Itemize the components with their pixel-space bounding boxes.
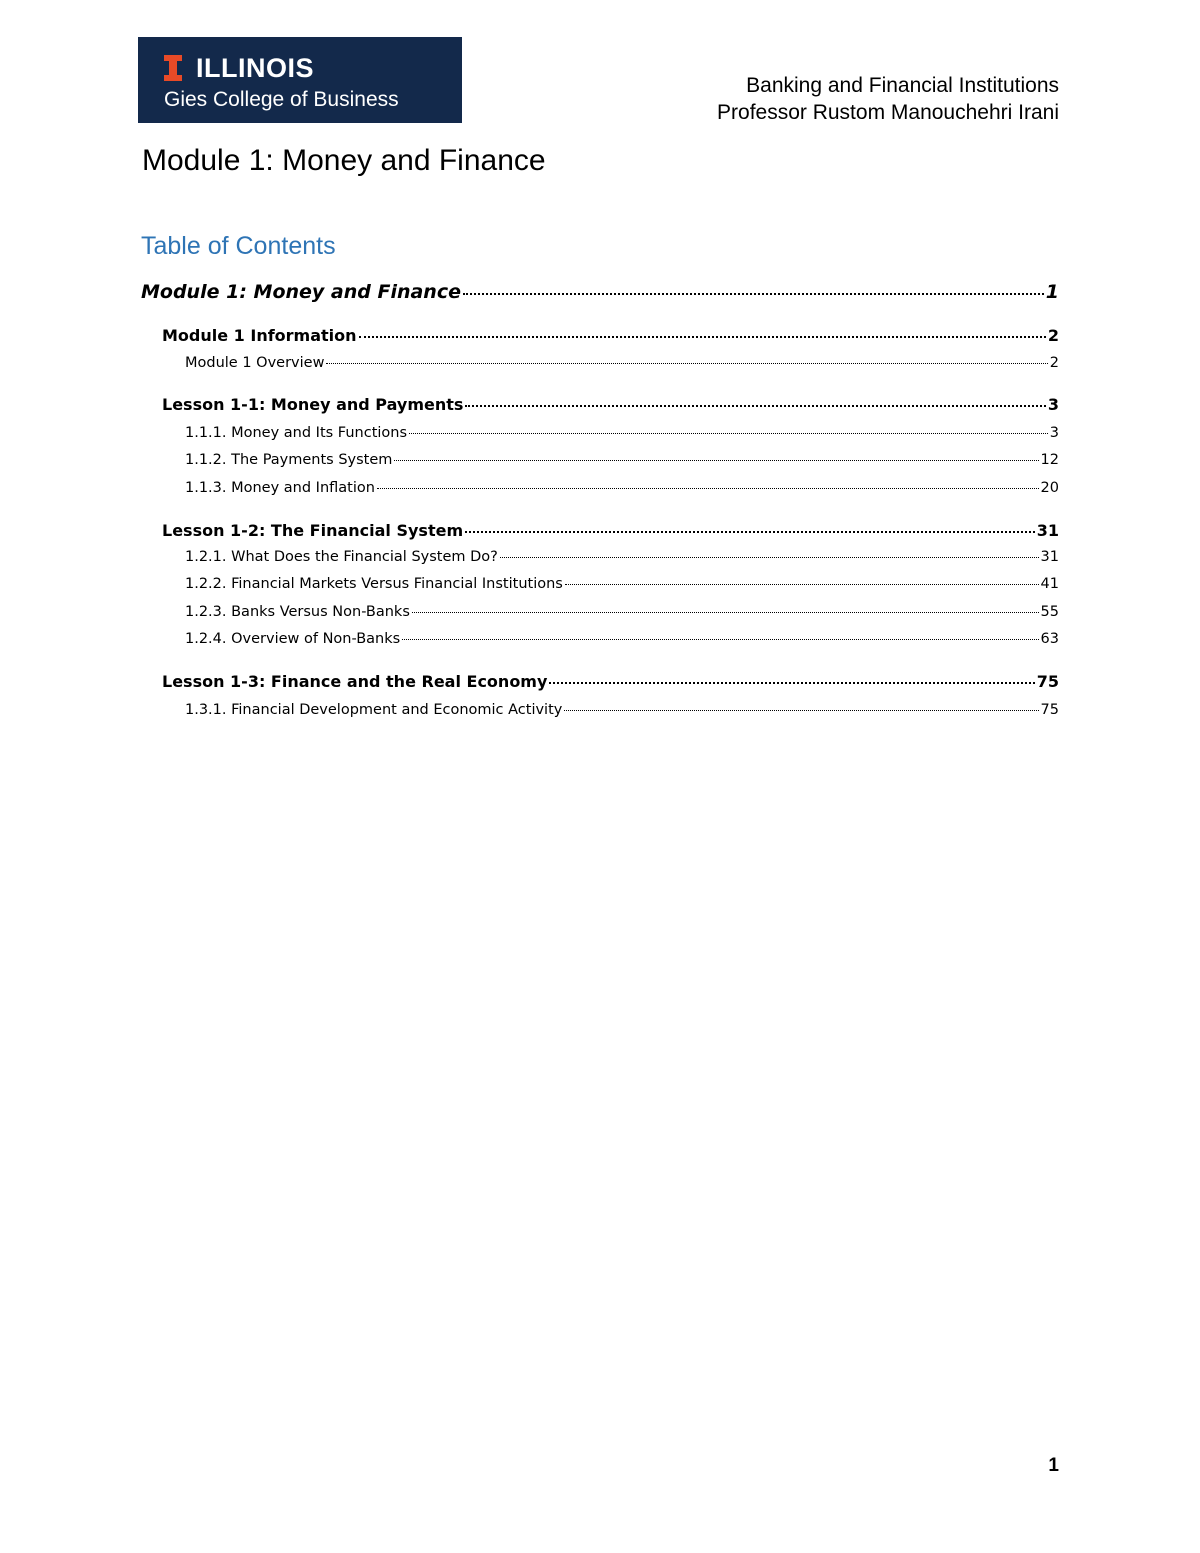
toc-leader-dots bbox=[402, 639, 1038, 640]
toc-entry-label: Module 1 Overview bbox=[185, 355, 325, 371]
toc-entry-label: 1.2.2. Financial Markets Versus Financial Institutions bbox=[185, 576, 563, 592]
toc-leader-dots bbox=[409, 433, 1048, 434]
toc-entry-page: 31 bbox=[1040, 549, 1059, 565]
university-logo bbox=[138, 37, 462, 123]
logo-name: ILLINOIS bbox=[196, 53, 314, 83]
course-name: Banking and Financial Institutions bbox=[746, 74, 1059, 97]
toc-entry[interactable] bbox=[185, 604, 1059, 620]
toc-entry-label: 1.2.1. What Does the Financial System Do? bbox=[185, 549, 498, 565]
toc-entry-page: 20 bbox=[1040, 480, 1059, 496]
page-number: 1 bbox=[1048, 1455, 1059, 1476]
toc-entry[interactable] bbox=[185, 480, 1059, 496]
toc-heading: Table of Contents bbox=[141, 232, 336, 260]
toc-entry-page: 3 bbox=[1049, 425, 1059, 441]
toc-entry-label: 1.2.4. Overview of Non-Banks bbox=[185, 631, 401, 647]
toc-entry-page: 2 bbox=[1049, 355, 1059, 371]
document-header bbox=[717, 72, 1059, 126]
toc-entry[interactable] bbox=[185, 549, 1059, 565]
toc-entry[interactable] bbox=[141, 281, 1059, 303]
toc-entry[interactable] bbox=[185, 702, 1059, 718]
block-i-icon bbox=[164, 55, 182, 81]
toc-entry[interactable] bbox=[162, 326, 1059, 345]
toc-entry-label: 1.2.3. Banks Versus Non-Banks bbox=[185, 604, 410, 620]
toc-leader-dots bbox=[463, 293, 1044, 295]
toc-leader-dots bbox=[377, 488, 1039, 489]
professor-name: Professor Rustom Manouchehri Irani bbox=[717, 101, 1059, 124]
toc-entry-page: 41 bbox=[1040, 576, 1059, 592]
toc-entry[interactable] bbox=[185, 452, 1059, 468]
toc-entry-label: Lesson 1-3: Finance and the Real Economy bbox=[162, 672, 548, 691]
toc-entry-page: 75 bbox=[1040, 702, 1059, 718]
toc-leader-dots bbox=[359, 336, 1046, 338]
toc-leader-dots bbox=[412, 612, 1039, 613]
toc-entry-label: 1.3.1. Financial Development and Economic Activity bbox=[185, 702, 563, 718]
toc-leader-dots bbox=[326, 363, 1047, 364]
toc-entry-label: Lesson 1-2: The Financial System bbox=[162, 521, 464, 540]
toc-entry-label: 1.1.2. The Payments System bbox=[185, 452, 393, 468]
toc-entry-page: 2 bbox=[1047, 326, 1059, 345]
toc-entry[interactable] bbox=[185, 631, 1059, 647]
toc-entry-page: 1 bbox=[1045, 281, 1059, 303]
toc-entry-label: 1.1.3. Money and Inflation bbox=[185, 480, 375, 496]
toc-entry-label: Lesson 1-1: Money and Payments bbox=[162, 395, 464, 414]
toc-entry-label: 1.1.1. Money and Its Functions bbox=[185, 425, 408, 441]
toc-entry-page: 55 bbox=[1040, 604, 1059, 620]
toc-entry-page: 75 bbox=[1036, 672, 1059, 691]
toc-entry[interactable] bbox=[162, 521, 1059, 540]
toc-leader-dots bbox=[564, 710, 1038, 711]
toc-entry-page: 12 bbox=[1040, 452, 1059, 468]
toc-entry-label: Module 1: Money and Finance bbox=[141, 281, 461, 303]
toc-entry-page: 3 bbox=[1047, 395, 1059, 414]
toc-entry[interactable] bbox=[185, 576, 1059, 592]
toc-leader-dots bbox=[549, 682, 1034, 684]
module-title: Module 1: Money and Finance bbox=[142, 144, 546, 177]
toc-entry[interactable] bbox=[162, 395, 1059, 414]
toc-entry[interactable] bbox=[185, 355, 1059, 371]
toc-entry-page: 63 bbox=[1040, 631, 1059, 647]
toc-leader-dots bbox=[465, 405, 1045, 407]
toc-entry-page: 31 bbox=[1036, 521, 1059, 540]
logo-subtitle: Gies College of Business bbox=[164, 88, 399, 111]
toc-leader-dots bbox=[465, 531, 1035, 533]
toc-leader-dots bbox=[394, 460, 1038, 461]
toc-leader-dots bbox=[565, 584, 1039, 585]
toc-entry[interactable] bbox=[162, 672, 1059, 691]
toc-leader-dots bbox=[500, 557, 1039, 558]
toc-entry[interactable] bbox=[185, 425, 1059, 441]
toc-entry-label: Module 1 Information bbox=[162, 326, 357, 345]
